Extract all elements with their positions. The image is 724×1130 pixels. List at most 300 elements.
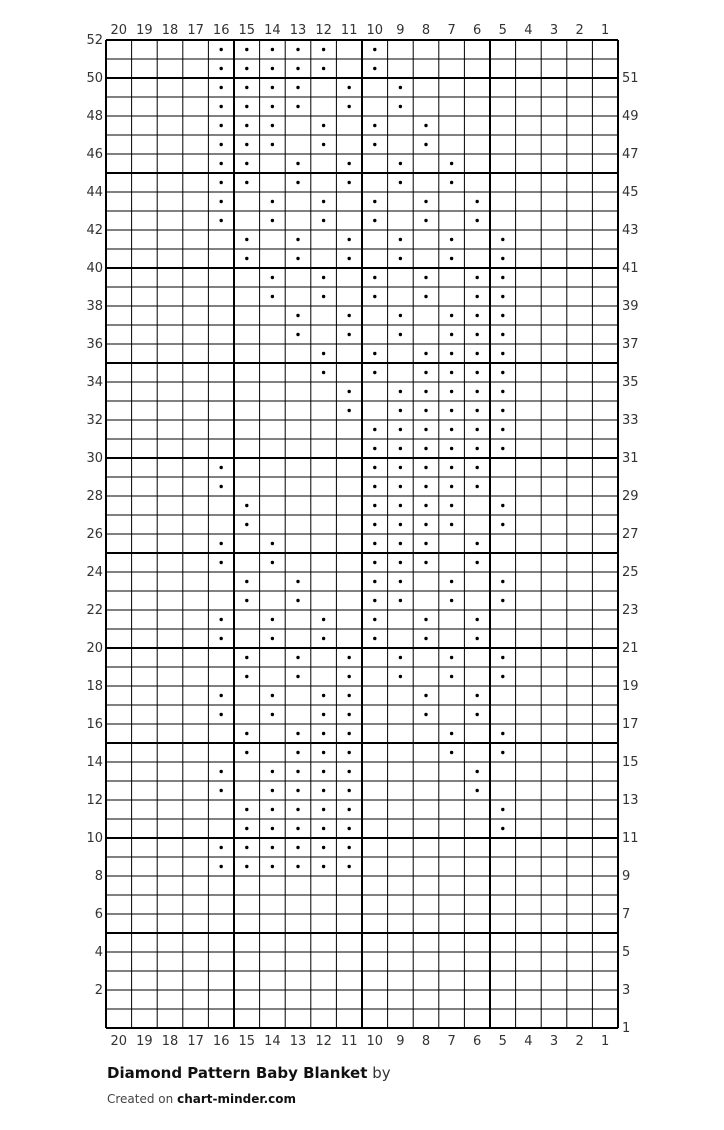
stitch-dot (450, 257, 453, 260)
stitch-dot (501, 371, 504, 374)
column-number-label: 13 (289, 1034, 307, 1049)
stitch-dot (348, 694, 351, 697)
stitch-dot (501, 732, 504, 735)
stitch-dot (476, 542, 479, 545)
stitch-dot (399, 523, 402, 526)
row-number-label-left: 16 (86, 717, 103, 732)
row-number-label-right: 33 (622, 413, 639, 428)
column-number-label: 12 (315, 1034, 332, 1049)
stitch-dot (373, 485, 376, 488)
stitch-dot (296, 808, 299, 811)
row-number-label-left: 42 (86, 223, 103, 238)
row-number-label-right: 23 (622, 603, 639, 618)
stitch-dot (399, 238, 402, 241)
stitch-dot (245, 846, 248, 849)
stitch-dot (271, 827, 274, 830)
stitch-dot (373, 219, 376, 222)
stitch-dot (373, 523, 376, 526)
row-number-label-left: 8 (94, 869, 103, 884)
stitch-dot (373, 580, 376, 583)
stitch-dot (296, 865, 299, 868)
title-line (107, 1064, 391, 1082)
stitch-dot (220, 124, 223, 127)
row-number-label-right: 5 (622, 945, 631, 960)
stitch-dot (450, 390, 453, 393)
row-number-label-left: 30 (86, 451, 103, 466)
stitch-dot (271, 542, 274, 545)
column-number-label: 3 (549, 23, 559, 38)
created-on-label: Created on (107, 1092, 174, 1106)
stitch-dot (348, 732, 351, 735)
column-number-label: 15 (238, 23, 256, 38)
column-number-label: 4 (524, 1034, 533, 1049)
row-number-label-right: 9 (622, 869, 631, 884)
stitch-dot (476, 314, 479, 317)
column-number-label: 17 (187, 1034, 204, 1049)
stitch-dot (348, 846, 351, 849)
row-number-label-left: 18 (86, 679, 103, 694)
column-number-label: 2 (575, 1034, 584, 1049)
stitch-dot (245, 504, 248, 507)
column-number-label: 8 (421, 1034, 431, 1049)
stitch-dot (322, 295, 325, 298)
stitch-dot (271, 637, 274, 640)
row-number-label-right: 45 (622, 185, 639, 200)
stitch-dot (296, 105, 299, 108)
stitch-dot (220, 865, 223, 868)
stitch-dot (271, 713, 274, 716)
stitch-dot (245, 238, 248, 241)
row-number-label-right: 17 (622, 717, 639, 732)
stitch-dot (424, 295, 427, 298)
column-number-label: 17 (187, 23, 204, 38)
chart-title: Diamond Pattern Baby Blanket (107, 1064, 368, 1082)
stitch-dot (373, 352, 376, 355)
row-number-label-left: 2 (94, 983, 103, 998)
stitch-dot (399, 390, 402, 393)
stitch-dot (450, 314, 453, 317)
stitch-dot (348, 86, 351, 89)
stitch-dot (271, 789, 274, 792)
column-number-label: 16 (212, 23, 230, 38)
stitch-dot (322, 865, 325, 868)
stitch-dot (399, 561, 402, 564)
stitch-dot (476, 352, 479, 355)
stitch-dot (373, 371, 376, 374)
stitch-dot (424, 219, 427, 222)
stitch-dot (373, 200, 376, 203)
stitch-dot (220, 86, 223, 89)
stitch-dot (348, 770, 351, 773)
stitch-dot (450, 732, 453, 735)
stitch-dot (322, 732, 325, 735)
row-number-label-left: 52 (86, 33, 103, 48)
stitch-dot (348, 713, 351, 716)
stitch-dot (348, 238, 351, 241)
row-number-label-left: 48 (86, 109, 103, 124)
row-number-label-right: 11 (622, 831, 639, 846)
stitch-dot (424, 466, 427, 469)
stitch-dot (476, 409, 479, 412)
stitch-dot (501, 580, 504, 583)
stitch-dot (501, 314, 504, 317)
stitch-dot (348, 181, 351, 184)
stitch-dot (476, 428, 479, 431)
stitch-dot (476, 276, 479, 279)
stitch-dot (399, 409, 402, 412)
stitch-dot (322, 124, 325, 127)
stitch-dot (322, 618, 325, 621)
stitch-dot (501, 352, 504, 355)
stitch-dot (348, 656, 351, 659)
stitch-dot (424, 143, 427, 146)
stitch-dot (476, 561, 479, 564)
stitch-dot (322, 143, 325, 146)
stitch-dot (476, 219, 479, 222)
row-number-label-right: 21 (622, 641, 639, 656)
stitch-dot (348, 105, 351, 108)
row-number-label-left: 20 (86, 641, 103, 656)
row-number-label-right: 29 (622, 489, 639, 504)
stitch-dot (245, 67, 248, 70)
row-number-label-right: 15 (622, 755, 639, 770)
stitch-dot (296, 675, 299, 678)
stitch-dot (450, 751, 453, 754)
stitch-dot (399, 314, 402, 317)
stitch-dot (501, 675, 504, 678)
credit-line (107, 1092, 391, 1106)
stitch-dot (501, 523, 504, 526)
stitch-dot (220, 485, 223, 488)
stitch-dot (322, 48, 325, 51)
row-number-label-right: 47 (622, 147, 639, 162)
column-number-label: 7 (447, 23, 456, 38)
stitch-dot (322, 694, 325, 697)
row-number-label-right: 41 (622, 261, 639, 276)
stitch-dot (476, 333, 479, 336)
stitch-dot (373, 48, 376, 51)
stitch-dot (424, 200, 427, 203)
row-number-label-left: 4 (94, 945, 103, 960)
stitch-dot (424, 124, 427, 127)
stitch-dot (424, 637, 427, 640)
stitch-dot (399, 580, 402, 583)
row-number-label-right: 31 (622, 451, 639, 466)
column-number-label: 3 (549, 1034, 559, 1049)
stitch-dot (424, 523, 427, 526)
stitch-dot (373, 561, 376, 564)
stitch-dot (399, 428, 402, 431)
stitch-dot (322, 808, 325, 811)
stitch-dot (220, 466, 223, 469)
stitch-dot (373, 276, 376, 279)
stitch-dot (296, 770, 299, 773)
stitch-dot (424, 409, 427, 412)
stitch-dot (296, 599, 299, 602)
column-number-label: 6 (473, 23, 482, 38)
stitch-dot (501, 827, 504, 830)
stitch-dot (220, 219, 223, 222)
column-number-label: 11 (340, 23, 358, 38)
stitch-dot (501, 409, 504, 412)
row-number-label-left: 46 (86, 147, 103, 162)
stitch-dot (348, 789, 351, 792)
stitch-dot (348, 808, 351, 811)
stitch-dot (348, 865, 351, 868)
stitch-dot (245, 656, 248, 659)
stitch-dot (322, 219, 325, 222)
column-number-label: 8 (421, 23, 431, 38)
row-number-label-right: 43 (622, 223, 639, 238)
stitch-dot (373, 143, 376, 146)
stitch-dot (220, 48, 223, 51)
stitch-dot (245, 808, 248, 811)
stitch-dot (501, 656, 504, 659)
stitch-dot (296, 789, 299, 792)
stitch-dot (271, 86, 274, 89)
stitch-dot (501, 428, 504, 431)
stitch-dot (399, 105, 402, 108)
stitch-dot (399, 86, 402, 89)
stitch-dot (296, 67, 299, 70)
stitch-dot (271, 808, 274, 811)
stitch-dot (322, 67, 325, 70)
stitch-dot (245, 48, 248, 51)
stitch-dot (373, 466, 376, 469)
stitch-dot (424, 694, 427, 697)
stitch-dot (271, 694, 274, 697)
stitch-dot (424, 561, 427, 564)
stitch-dot (271, 200, 274, 203)
stitch-dot (322, 846, 325, 849)
stitch-dot (296, 314, 299, 317)
stitch-dot (373, 295, 376, 298)
stitch-dot (450, 181, 453, 184)
column-number-label: 13 (289, 23, 307, 38)
row-number-label-left: 26 (86, 527, 103, 542)
stitch-dot (271, 865, 274, 868)
stitch-dot (348, 827, 351, 830)
byline: by (372, 1064, 391, 1082)
stitch-dot (245, 143, 248, 146)
stitch-dot (476, 200, 479, 203)
stitch-dot (450, 428, 453, 431)
stitch-dot (271, 105, 274, 108)
row-number-label-right: 37 (622, 337, 639, 352)
stitch-dot (271, 846, 274, 849)
column-number-label: 15 (238, 1034, 256, 1049)
stitch-dot (424, 352, 427, 355)
stitch-dot (348, 675, 351, 678)
stitch-dot (501, 599, 504, 602)
row-number-label-left: 10 (86, 831, 103, 846)
stitch-dot (399, 466, 402, 469)
stitch-dot (296, 162, 299, 165)
stitch-dot (220, 200, 223, 203)
stitch-dot (501, 751, 504, 754)
stitch-dot (501, 257, 504, 260)
row-number-label-right: 51 (622, 71, 639, 86)
column-number-label: 20 (110, 1034, 128, 1049)
site-link[interactable]: chart-minder.com (177, 1092, 296, 1106)
stitch-dot (220, 143, 223, 146)
stitch-dot (271, 143, 274, 146)
stitch-dot (296, 656, 299, 659)
stitch-dot (245, 124, 248, 127)
column-number-label: 19 (136, 1034, 153, 1049)
stitch-dot (322, 827, 325, 830)
stitch-dot (373, 124, 376, 127)
stitch-dot (296, 238, 299, 241)
stitch-dot (373, 637, 376, 640)
stitch-dot (476, 485, 479, 488)
stitch-dot (399, 675, 402, 678)
stitch-dot (220, 561, 223, 564)
stitch-dot (348, 162, 351, 165)
stitch-dot (399, 447, 402, 450)
stitch-dot (245, 827, 248, 830)
stitch-dot (348, 257, 351, 260)
column-number-label: 1 (601, 1034, 610, 1049)
stitch-dot (220, 694, 223, 697)
stitch-dot (399, 542, 402, 545)
stitch-dot (322, 371, 325, 374)
stitch-dot (476, 694, 479, 697)
stitch-dot (220, 162, 223, 165)
column-number-label: 5 (498, 23, 507, 38)
stitch-dot (450, 504, 453, 507)
row-number-label-left: 22 (86, 603, 103, 618)
stitch-dot (245, 523, 248, 526)
row-number-label-right: 3 (622, 983, 631, 998)
stitch-dot (373, 504, 376, 507)
column-number-label: 9 (396, 23, 405, 38)
stitch-dot (373, 67, 376, 70)
column-number-label: 14 (264, 23, 281, 38)
stitch-dot (271, 67, 274, 70)
stitch-dot (245, 580, 248, 583)
row-number-label-left: 44 (86, 185, 103, 200)
stitch-dot (296, 846, 299, 849)
stitch-dot (296, 257, 299, 260)
row-number-label-right: 49 (622, 109, 639, 124)
stitch-dot (501, 276, 504, 279)
chart-footer (107, 1064, 391, 1106)
column-number-label: 18 (161, 23, 179, 38)
stitch-dot (245, 732, 248, 735)
stitch-dot (245, 105, 248, 108)
stitch-dot (399, 333, 402, 336)
stitch-dot (476, 447, 479, 450)
stitch-dot (271, 295, 274, 298)
row-number-label-left: 36 (86, 337, 103, 352)
stitch-dot (501, 808, 504, 811)
column-number-label: 20 (110, 23, 128, 38)
row-number-label-right: 13 (622, 793, 639, 808)
stitch-dot (424, 371, 427, 374)
stitch-dot (424, 390, 427, 393)
stitch-dot (322, 200, 325, 203)
stitch-dot (373, 542, 376, 545)
stitch-dot (501, 504, 504, 507)
row-number-label-left: 14 (86, 755, 103, 770)
stitch-dot (476, 371, 479, 374)
stitch-dot (348, 390, 351, 393)
stitch-dot (424, 504, 427, 507)
row-number-label-left: 34 (86, 375, 103, 390)
stitch-dot (424, 542, 427, 545)
stitch-dot (399, 504, 402, 507)
stitch-dot (348, 333, 351, 336)
stitch-dot (373, 447, 376, 450)
stitch-dot (220, 637, 223, 640)
stitch-dot (271, 124, 274, 127)
row-number-label-left: 40 (86, 261, 103, 276)
stitch-dot (322, 352, 325, 355)
stitch-dot (424, 618, 427, 621)
stitch-dot (424, 276, 427, 279)
stitch-dot (348, 314, 351, 317)
stitch-dot (245, 675, 248, 678)
row-number-label-right: 7 (622, 907, 631, 922)
stitch-dot (322, 276, 325, 279)
column-number-label: 14 (264, 1034, 281, 1049)
stitch-dot (245, 751, 248, 754)
stitch-dot (296, 732, 299, 735)
stitch-dot (476, 770, 479, 773)
column-number-label: 1 (601, 23, 610, 38)
stitch-dot (373, 618, 376, 621)
column-number-label: 5 (498, 1034, 507, 1049)
stitch-dot (450, 656, 453, 659)
stitch-dot (399, 181, 402, 184)
stitch-dot (296, 333, 299, 336)
stitch-dot (450, 352, 453, 355)
stitch-dot (296, 827, 299, 830)
stitch-dot (271, 276, 274, 279)
stitch-dot (220, 713, 223, 716)
stitch-dot (399, 599, 402, 602)
column-number-label: 10 (366, 1034, 384, 1049)
stitch-dot (476, 713, 479, 716)
stitch-dot (296, 751, 299, 754)
stitch-dot (450, 409, 453, 412)
column-number-label: 10 (366, 23, 384, 38)
stitch-dot (271, 48, 274, 51)
stitch-dot (220, 789, 223, 792)
row-number-label-right: 19 (622, 679, 639, 694)
stitch-dot (296, 580, 299, 583)
stitch-dot (424, 447, 427, 450)
stitch-dot (220, 846, 223, 849)
row-number-label-right: 25 (622, 565, 639, 580)
stitch-dot (322, 637, 325, 640)
row-number-label-left: 24 (86, 565, 103, 580)
stitch-dot (450, 162, 453, 165)
stitch-dot (501, 333, 504, 336)
column-number-label: 19 (136, 23, 153, 38)
stitch-dot (322, 751, 325, 754)
stitch-dot (245, 86, 248, 89)
stitch-dot (501, 238, 504, 241)
row-number-label-left: 50 (86, 71, 103, 86)
stitch-dot (220, 67, 223, 70)
row-number-label-right: 39 (622, 299, 639, 314)
stitch-dot (296, 86, 299, 89)
stitch-dot (450, 371, 453, 374)
stitch-dot (450, 333, 453, 336)
stitch-dot (245, 257, 248, 260)
